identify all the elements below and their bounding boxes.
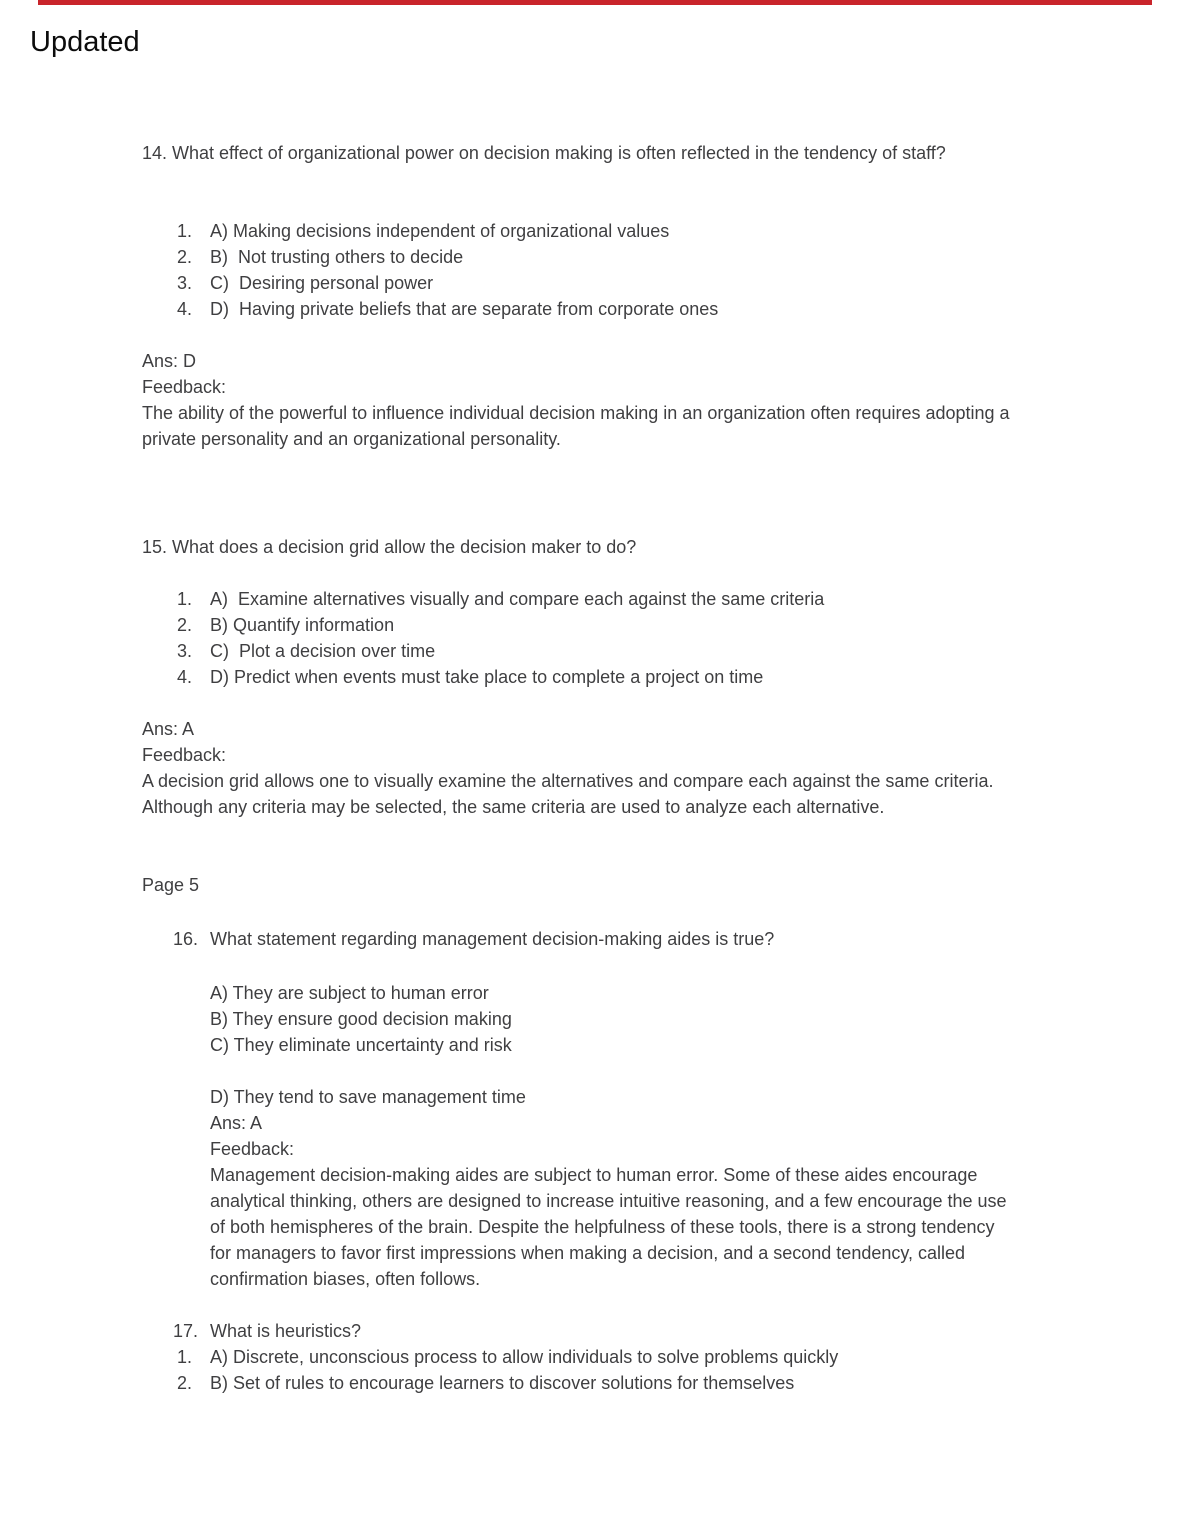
question-16-title bbox=[173, 926, 1053, 952]
question-15-answer-block bbox=[142, 716, 1037, 820]
page-label: Page 5 bbox=[142, 875, 200, 895]
option-text: B) Not trusting others to decide bbox=[210, 247, 464, 267]
option-text: D) Having private beliefs that are separate from corporate ones bbox=[210, 299, 719, 319]
question-text: What statement regarding management decision-making aides is true? bbox=[210, 929, 775, 949]
option-number: 2. bbox=[177, 247, 193, 267]
option-text: B) Quantify information bbox=[210, 615, 395, 635]
option-number: 1. bbox=[177, 221, 193, 241]
option-text: C) Plot a decision over time bbox=[210, 641, 436, 661]
feedback-label: Feedback: bbox=[142, 377, 227, 397]
question-16-options bbox=[210, 980, 1020, 1058]
answer-line: Ans: A bbox=[142, 719, 195, 739]
question-text: 14. What effect of organizational power on decision making is often reflected in the tendency of staff? bbox=[142, 143, 946, 163]
feedback-text: Management decision-making aides are subject to human error. Some of these aides encourage analytical thinking, others are designed to increase intuitive reasoning, and a few encourage the use of both hemispheres of the brain. Despite the helpfulness of these tools, there is a strong tendency for managers to favor first impressions when making a decision, and a second tendency, called confirmation biases, often follows. bbox=[210, 1165, 1012, 1289]
answer-line: Ans: D bbox=[142, 351, 197, 371]
question-14-options bbox=[177, 218, 1057, 322]
question-17-title bbox=[173, 1318, 1053, 1344]
feedback-label: Feedback: bbox=[210, 1139, 295, 1159]
option-row bbox=[177, 1370, 1057, 1396]
question-text: 15. What does a decision grid allow the decision maker to do? bbox=[142, 537, 637, 557]
option-text: C) Desiring personal power bbox=[210, 273, 434, 293]
option-text: D) Predict when events must take place to complete a project on time bbox=[210, 667, 764, 687]
option-number: 1. bbox=[177, 1347, 193, 1367]
option-row bbox=[177, 218, 1057, 244]
feedback-label: Feedback: bbox=[142, 745, 227, 765]
option-number: 2. bbox=[177, 1373, 193, 1393]
option-number: 1. bbox=[177, 589, 193, 609]
option-number: 2. bbox=[177, 615, 193, 635]
option-text: C) They eliminate uncertainty and risk bbox=[210, 1035, 512, 1055]
feedback-text: A decision grid allows one to visually examine the alternatives and compare each against the same criteria. Although any criteria may be selected, the same criteria are used to analyze each alternative. bbox=[142, 771, 998, 817]
option-text: B) They ensure good decision making bbox=[210, 1009, 512, 1029]
option-row bbox=[177, 586, 1057, 612]
option-row bbox=[177, 244, 1057, 270]
updated-label: Updated bbox=[30, 26, 140, 58]
option-number: 4. bbox=[177, 667, 193, 687]
option-row bbox=[177, 638, 1057, 664]
option-text: B) Set of rules to encourage learners to discover solutions for themselves bbox=[210, 1373, 795, 1393]
option-row bbox=[177, 270, 1057, 296]
question-number: 17. bbox=[173, 1321, 199, 1341]
option-row bbox=[177, 1344, 1057, 1370]
question-15-options bbox=[177, 586, 1057, 690]
answer-line: Ans: A bbox=[210, 1113, 263, 1133]
question-17-options bbox=[177, 1344, 1057, 1396]
option-number: 3. bbox=[177, 641, 193, 661]
option-text: A) They are subject to human error bbox=[210, 983, 489, 1003]
question-16-answer-block bbox=[210, 1084, 1020, 1292]
question-15-title bbox=[142, 534, 1037, 560]
question-14-title bbox=[142, 140, 1037, 166]
option-text: A) Making decisions independent of organizational values bbox=[210, 221, 670, 241]
option-text: A) Discrete, unconscious process to allow individuals to solve problems quickly bbox=[210, 1347, 839, 1367]
option-text: D) They tend to save management time bbox=[210, 1087, 526, 1107]
option-row bbox=[177, 612, 1057, 638]
top-red-bar bbox=[38, 0, 1152, 5]
feedback-text: The ability of the powerful to influence individual decision making in an organization often requires adopting a private personality and an organizational personality. bbox=[142, 403, 1015, 449]
question-number: 16. bbox=[173, 929, 199, 949]
option-number: 3. bbox=[177, 273, 193, 293]
option-number: 4. bbox=[177, 299, 193, 319]
question-text: What is heuristics? bbox=[210, 1321, 362, 1341]
option-row bbox=[177, 296, 1057, 322]
question-14-answer-block bbox=[142, 348, 1037, 452]
page-label-block bbox=[142, 872, 1037, 898]
option-text: A) Examine alternatives visually and compare each against the same criteria bbox=[210, 589, 825, 609]
option-row bbox=[177, 664, 1057, 690]
